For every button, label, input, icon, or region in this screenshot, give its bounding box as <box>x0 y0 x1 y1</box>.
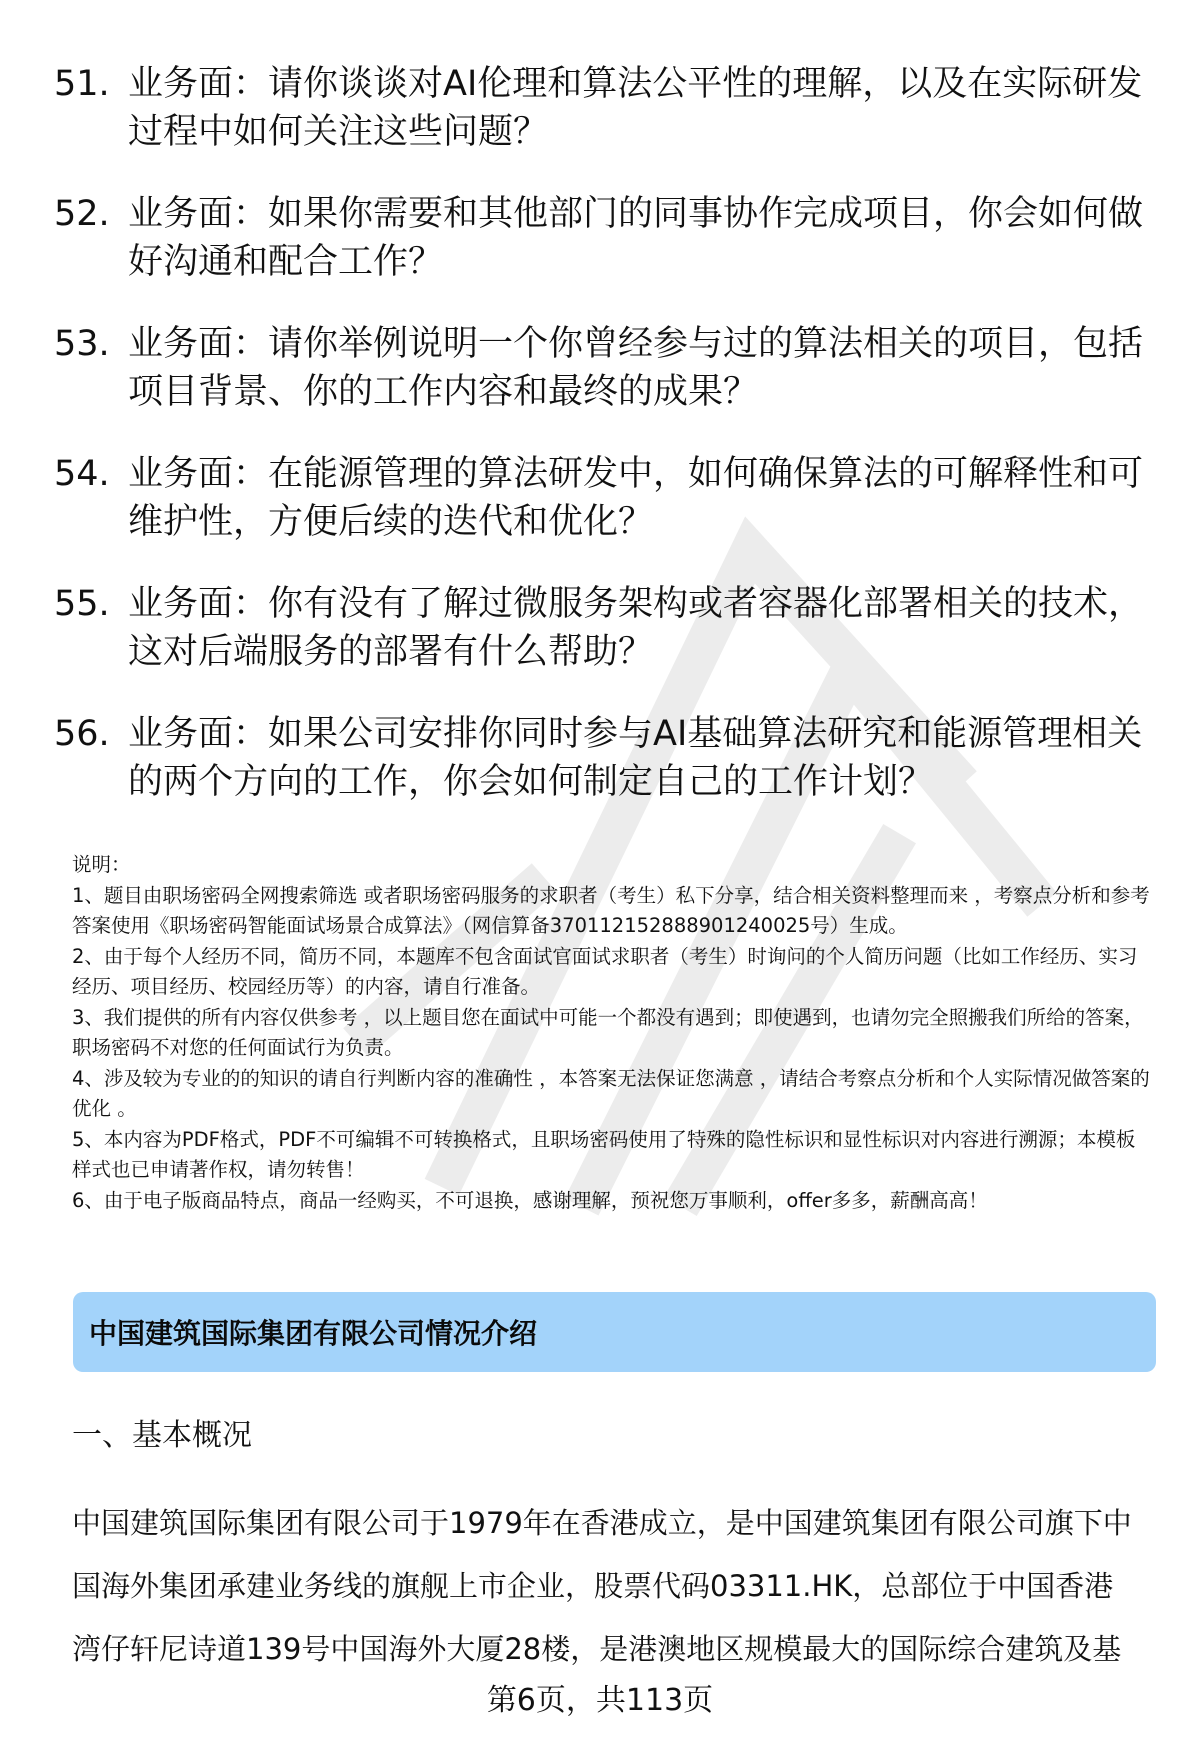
company-intro-banner <box>73 1292 1156 1372</box>
note-item: 3、我们提供的所有内容仅供参考 ，以上题目您在面试中可能一个都没有遇到；即使遇到，也请勿完全照搬我们所给的答案，职场密码不对您的任何面试行为负责。 <box>72 1005 1144 1059</box>
question-text: 业务面：请你谈谈对AI伦理和算法公平性的理解，以及在实际研发过程中如何关注这些问题？ <box>128 64 1143 152</box>
question-item <box>54 450 1154 546</box>
question-item <box>54 320 1154 416</box>
question-text: 业务面：如果你需要和其他部门的同事协作完成项目，你会如何做好沟通和配合工作？ <box>128 194 1144 282</box>
body-line: 国海外集团承建业务线的旗舰上市企业，股票代码03311.HK，总部位于中国香港 <box>72 1569 1114 1603</box>
note-item: 1、题目由职场密码全网搜索筛选 或者职场密码服务的求职者（考生）私下分享，结合相关资料整理而来 ，考察点分析和参考答案使用《职场密码智能面试场景合成算法》（网信算备370112152888901240025号）生成。 <box>72 883 1150 937</box>
body-line: 中国建筑国际集团有限公司于1979年在香港成立，是中国建筑集团有限公司旗下中 <box>72 1506 1132 1540</box>
question-text: 业务面：如果公司安排你同时参与AI基础算法研究和能源管理相关的两个方向的工作，你会如何制定自己的工作计划？ <box>128 714 1143 802</box>
question-number: 53. <box>54 324 110 364</box>
question-text: 业务面：请你举例说明一个你曾经参与过的算法相关的项目，包括项目背景、你的工作内容和最终的成果？ <box>128 324 1144 412</box>
banner-title: 中国建筑国际集团有限公司情况介绍 <box>89 1317 538 1350</box>
page-number: 第6页，共113页 <box>486 1683 714 1718</box>
note-item: 6、由于电子版商品特点，商品一经购买，不可退换，感谢理解，预祝您万事顺利，offer多多，薪酬高高！ <box>72 1188 988 1212</box>
notes-section <box>72 850 1152 1216</box>
section-body <box>72 1492 1162 1681</box>
notes-heading: 说明： <box>72 853 131 876</box>
note-item: 4、涉及较为专业的的知识的请自行判断内容的准确性 ，本答案无法保证您满意 ，请结合考察点分析和个人实际情况做答案的优化 。 <box>72 1066 1150 1120</box>
question-number: 54. <box>54 454 110 494</box>
note-item: 2、由于每个人经历不同，简历不同，本题库不包含面试官面试求职者（考生）时询问的个人简历问题（比如工作经历、实习经历、项目经历、校园经历等）的内容，请自行准备。 <box>72 944 1138 998</box>
question-number: 55. <box>54 584 110 624</box>
question-list <box>54 60 1154 840</box>
question-item <box>54 190 1154 286</box>
question-text: 业务面：在能源管理的算法研发中，如何确保算法的可解释性和可维护性，方便后续的迭代和优化？ <box>128 454 1144 542</box>
question-number: 56. <box>54 714 110 754</box>
question-item <box>54 710 1154 806</box>
note-item: 5、本内容为PDF格式，PDF不可编辑不可转换格式，且职场密码使用了特殊的隐性标识和显性标识对内容进行溯源；本模板样式也已申请著作权，请勿转售！ <box>72 1127 1136 1181</box>
question-number: 52. <box>54 194 110 234</box>
question-number: 51. <box>54 64 110 104</box>
body-line: 湾仔轩尼诗道139号中国海外大厦28楼，是港澳地区规模最大的国际综合建筑及基 <box>72 1632 1122 1666</box>
question-item <box>54 580 1154 676</box>
question-text: 业务面：你有没有了解过微服务架构或者容器化部署相关的技术，这对后端服务的部署有什么帮助？ <box>128 584 1144 672</box>
question-item <box>54 60 1154 156</box>
section-heading: 一、基本概况 <box>72 1418 252 1453</box>
